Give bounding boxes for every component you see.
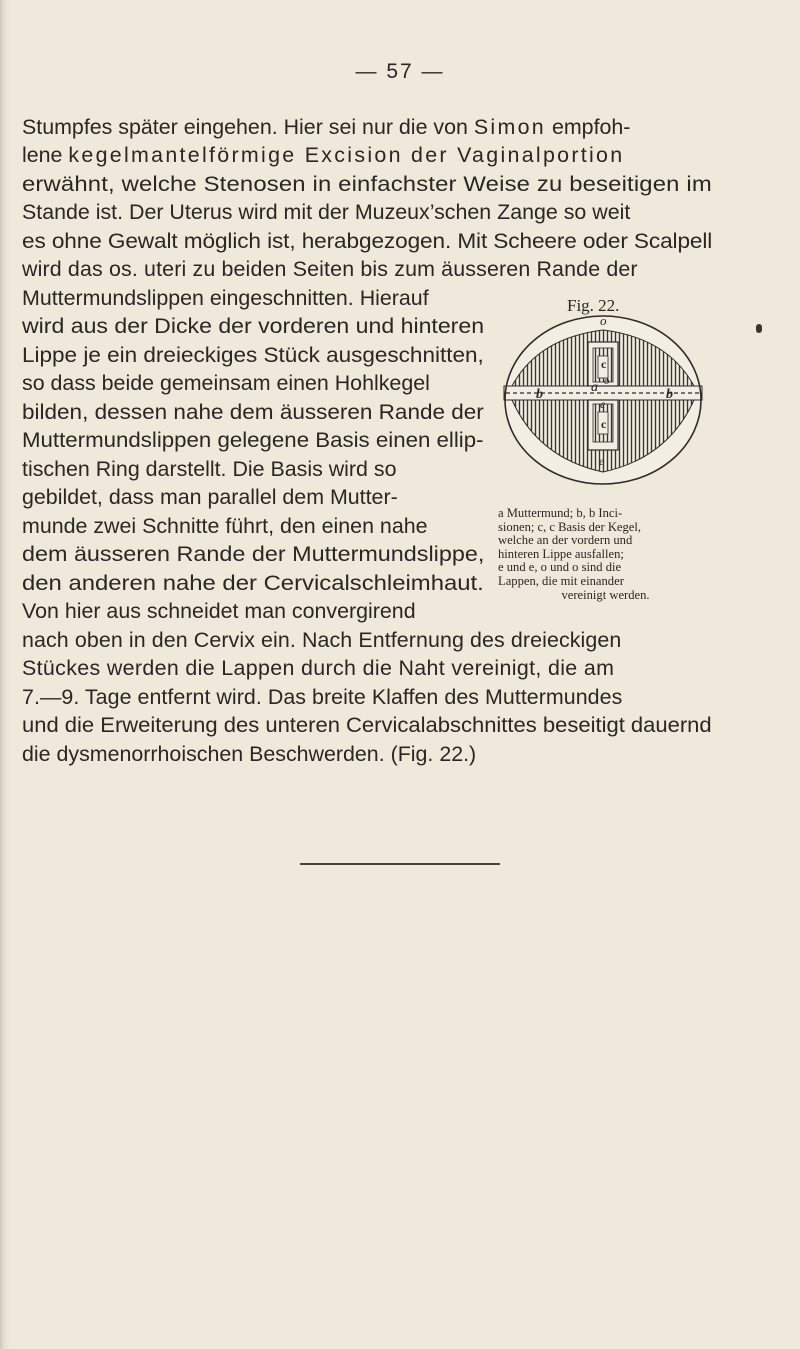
text-line: Stande ist. Der Uterus wird mit der Muzeux’schen Zange so weit <box>22 200 631 224</box>
text-line: gebildet, dass man parallel dem Mutter- <box>22 485 398 509</box>
figure-22-diagram <box>498 308 708 508</box>
letter-b-left: b <box>536 387 543 402</box>
text-line: wird aus der Dicke der vorderen und hinteren <box>22 314 485 338</box>
text-line: dem äusseren Rande der Muttermundslippe, <box>22 542 485 566</box>
caption-line: vereinigt werden. <box>561 587 650 602</box>
text-line: nach oben in den Cervix ein. Nach Entfernung des dreieckigen <box>22 628 622 652</box>
page-gutter <box>0 0 10 1349</box>
text-line: den anderen nahe der Cervicalschleimhaut. <box>22 571 484 595</box>
text-line: wird das os. uteri zu beiden Seiten bis zum äusseren Rande der <box>22 257 638 281</box>
letter-a: a <box>591 380 598 395</box>
author-name: Simon <box>473 115 546 139</box>
caption-line: e und e, o und o sind die <box>498 560 622 575</box>
caption-line: hinteren Lippe ausfallen; <box>498 546 624 561</box>
caption-line: sionen; c, c Basis der Kegel, <box>498 519 642 534</box>
letter-c-bottom: c <box>601 417 607 431</box>
text-line: Von hier aus schneidet man convergirend <box>22 599 416 623</box>
caption-line: Lappen, die mit einander <box>498 573 624 588</box>
text-line: und die Erweiterung des unteren Cervicalabschnittes beseitigt dauernd <box>22 713 712 737</box>
letter-o-top: o <box>600 313 607 328</box>
text-line: bilden, dessen nahe dem äusseren Rande der <box>22 400 484 424</box>
emphasis-term: kegelmantelförmige Excision der Vaginalportion <box>68 143 625 167</box>
text-line: tischen Ring darstellt. Die Basis wird so <box>22 457 397 481</box>
letter-e-mid: e <box>600 397 606 411</box>
figure-label: Fig. 22. <box>567 296 620 315</box>
letter-c-top: c <box>601 357 607 371</box>
letter-b-right: b <box>666 387 673 402</box>
text-span: empfoh- <box>551 115 631 139</box>
text-line: Muttermundslippen eingeschnitten. Hierauf <box>22 286 429 310</box>
letter-e-bottom: e <box>599 454 605 468</box>
text-line: munde zwei Schnitte führt, den einen nahe <box>22 514 428 538</box>
text-line: es ohne Gewalt möglich ist, herabgezogen. Mit Scheere oder Scalpell <box>22 229 713 253</box>
text-line <box>22 143 624 168</box>
text-line: die dysmenorrhoischen Beschwerden. (Fig. 22.) <box>22 742 477 766</box>
text-span: Stumpfes später eingehen. Hier sei nur die von <box>22 115 468 139</box>
caption-line: welche an der vordern und <box>498 533 633 548</box>
text-line: Stückes werden die Lappen durch die Naht vereinigt, die am <box>22 656 615 680</box>
ink-mark <box>756 324 762 333</box>
caption-line: a Muttermund; b, b Inci- <box>498 506 623 520</box>
page-number: — 57 — <box>355 60 445 83</box>
text-line: 7.—9. Tage entfernt wird. Das breite Klaffen des Muttermundes <box>22 685 623 709</box>
figure-caption <box>498 507 713 602</box>
text-line: Lippe je ein dreieckiges Stück ausgeschnitten, <box>22 343 484 367</box>
text-line: so dass beide gemeinsam einen Hohlkegel <box>22 371 430 395</box>
letter-o-mid: o <box>604 375 610 387</box>
text-span: lene <box>22 143 63 167</box>
footer-rule <box>300 863 500 865</box>
text-line: erwähnt, welche Stenosen in einfachster Weise zu beseitigen im <box>22 172 712 196</box>
text-line <box>22 115 712 140</box>
text-line: Muttermundslippen gelegene Basis einen ellip- <box>22 428 484 452</box>
